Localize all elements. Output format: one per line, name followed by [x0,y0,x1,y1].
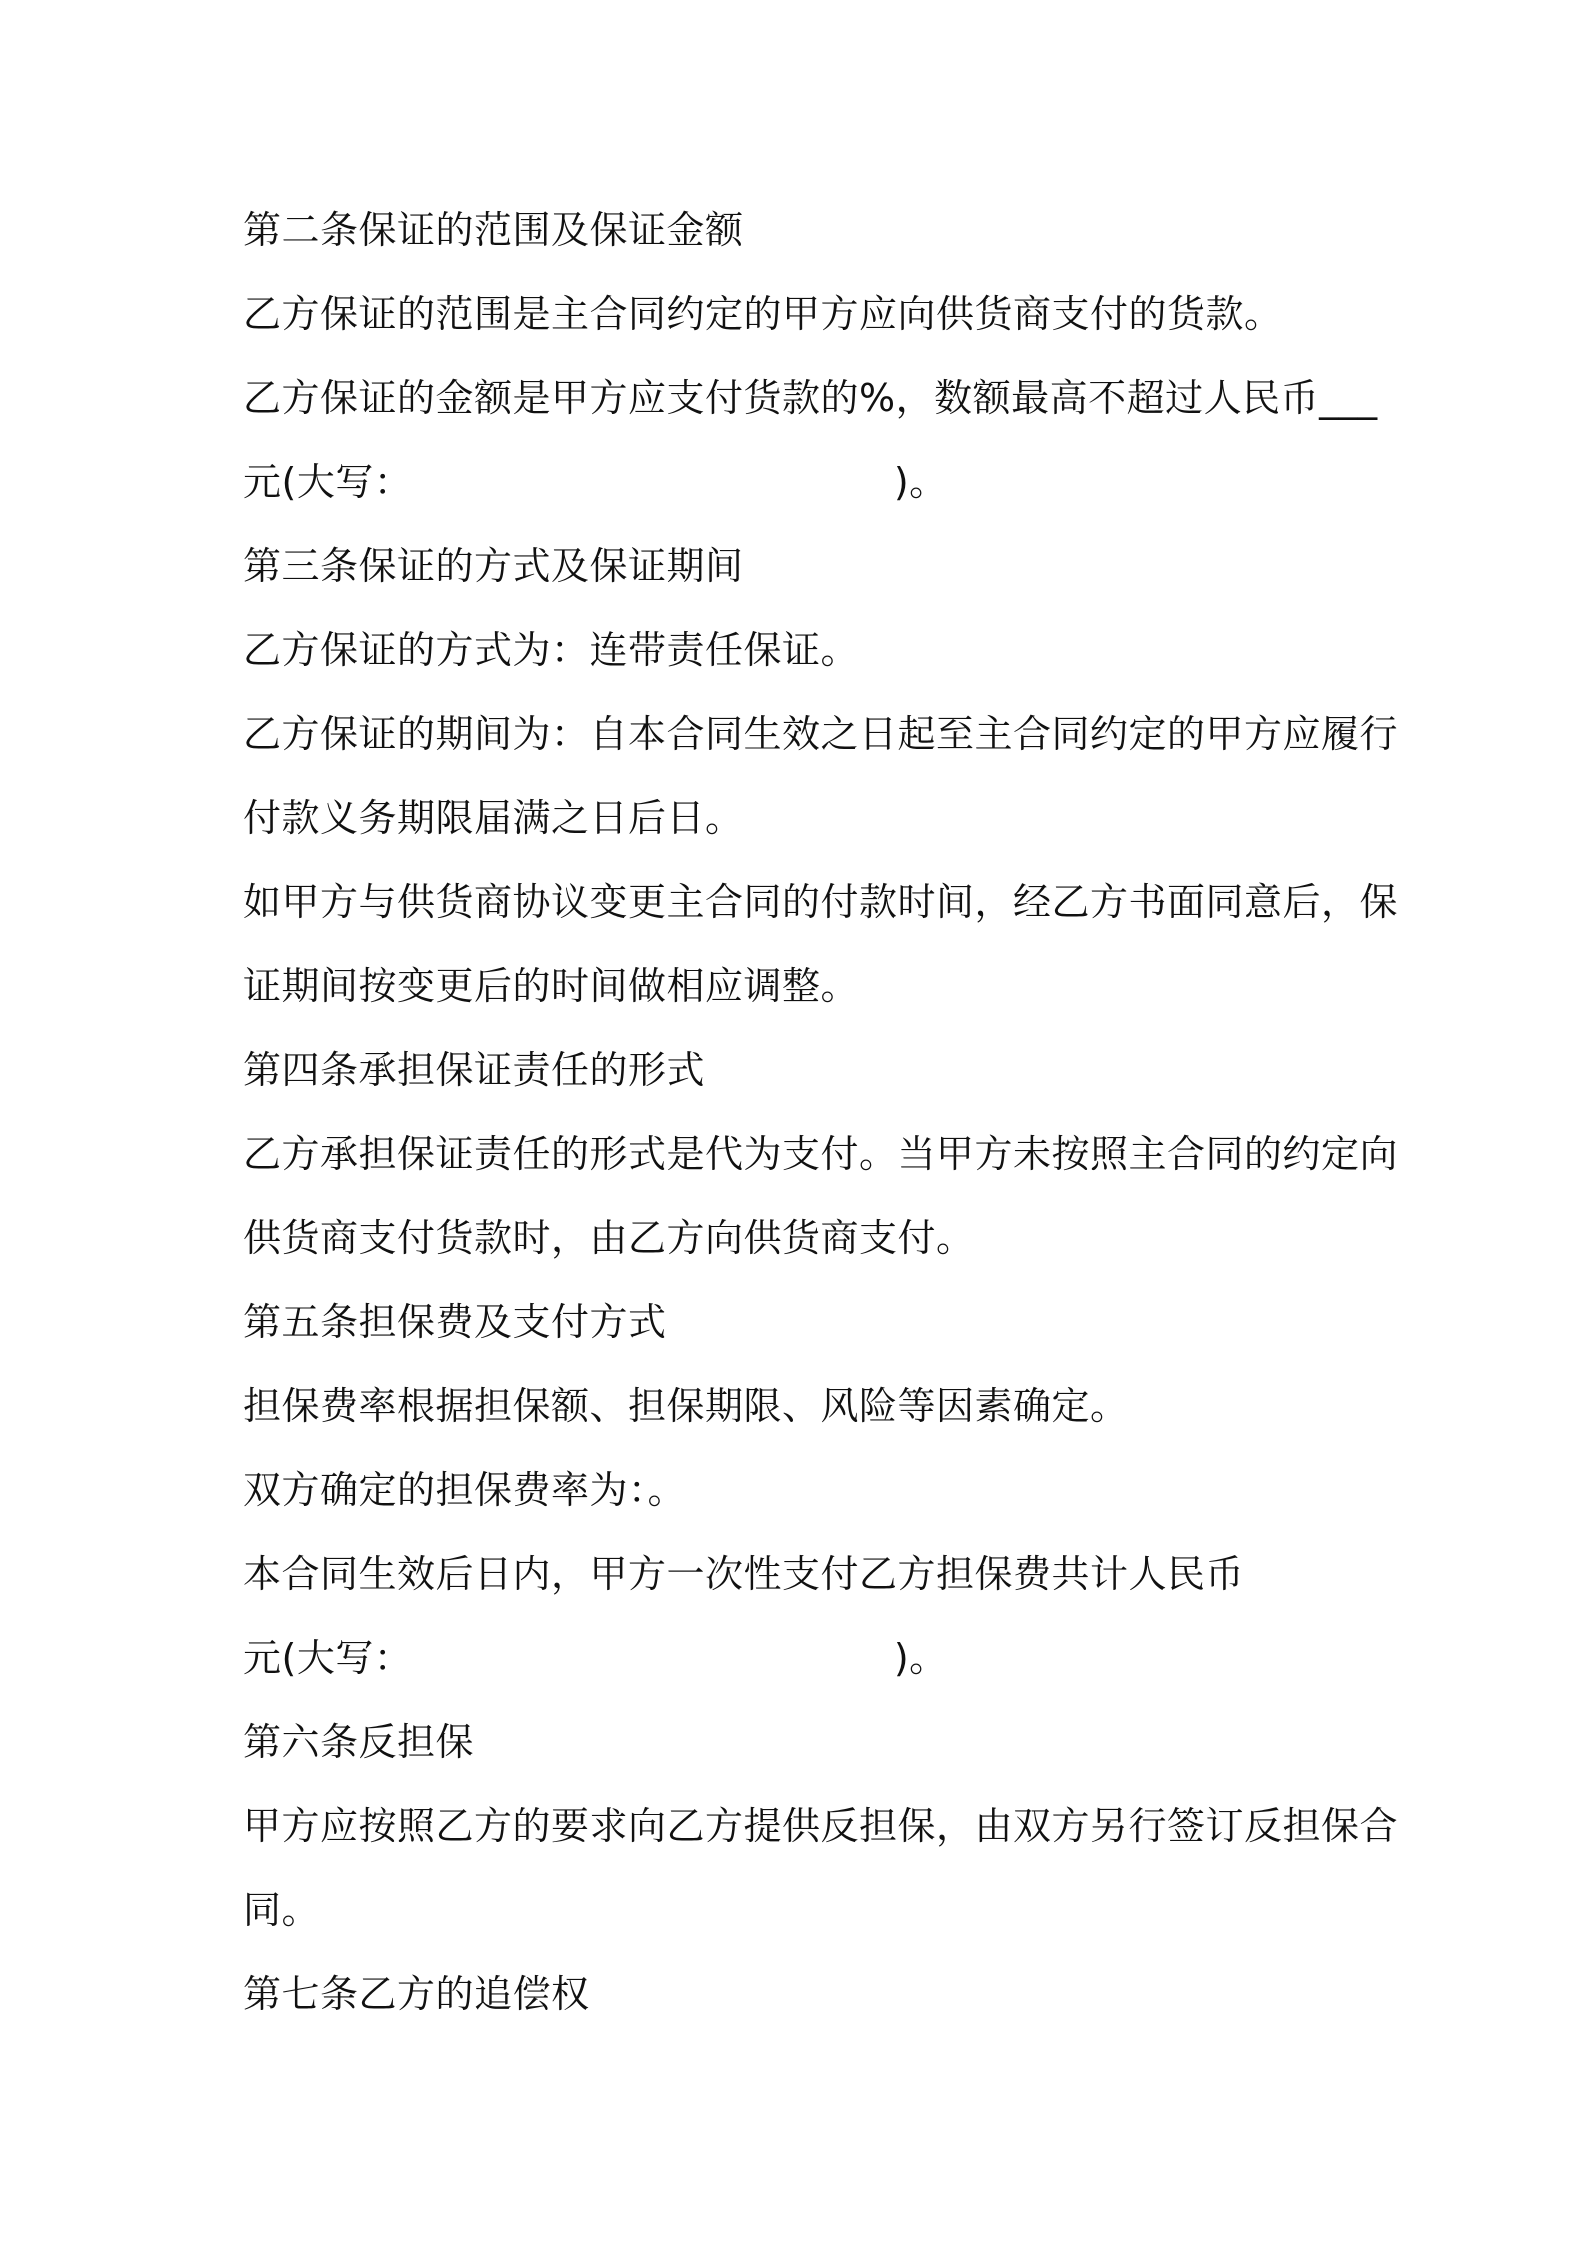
article-3-heading: 第三条保证的方式及保证期间 [243,544,744,588]
paragraph-line: 乙方保证的金额是甲方应支付货款的%，数额最高不超过人民币___ [243,376,1378,420]
paragraph-line: 乙方保证的方式为：连带责任保证。 [243,628,860,672]
paragraph-line: 元(大写： )。 [243,460,948,504]
paragraph-line: 如甲方与供货商协议变更主合同的付款时间，经乙方书面同意后，保 [243,880,1399,924]
article-2-heading: 第二条保证的范围及保证金额 [243,208,744,252]
paragraph-line: 元(大写： )。 [243,1636,948,1680]
paragraph-line: 证期间按变更后的时间做相应调整。 [243,964,860,1008]
paragraph-line: 乙方承担保证责任的形式是代为支付。当甲方未按照主合同的约定向 [243,1132,1399,1176]
paragraph-line: 本合同生效后日内，甲方一次性支付乙方担保费共计人民币 [243,1552,1245,1596]
paragraph-line: 供货商支付货款时，由乙方向供货商支付。 [243,1216,975,1260]
paragraph-line: 乙方保证的期间为：自本合同生效之日起至主合同约定的甲方应履行 [243,712,1399,756]
article-5-heading: 第五条担保费及支付方式 [243,1300,667,1344]
paragraph-line: 付款义务期限届满之日后日。 [243,796,744,840]
paragraph-line: 同。 [243,1888,321,1932]
paragraph-line: 担保费率根据担保额、担保期限、风险等因素确定。 [243,1384,1129,1428]
article-6-heading: 第六条反担保 [243,1720,475,1764]
paragraph-line: 乙方保证的范围是主合同约定的甲方应向供货商支付的货款。 [243,292,1283,336]
paragraph-line: 甲方应按照乙方的要求向乙方提供反担保，由双方另行签订反担保合 [243,1804,1399,1848]
document-body [243,188,1399,2036]
article-7-heading: 第七条乙方的追偿权 [243,1972,590,2016]
paragraph-line: 双方确定的担保费率为：。 [243,1468,687,1512]
article-4-heading: 第四条承担保证责任的形式 [243,1048,706,1092]
